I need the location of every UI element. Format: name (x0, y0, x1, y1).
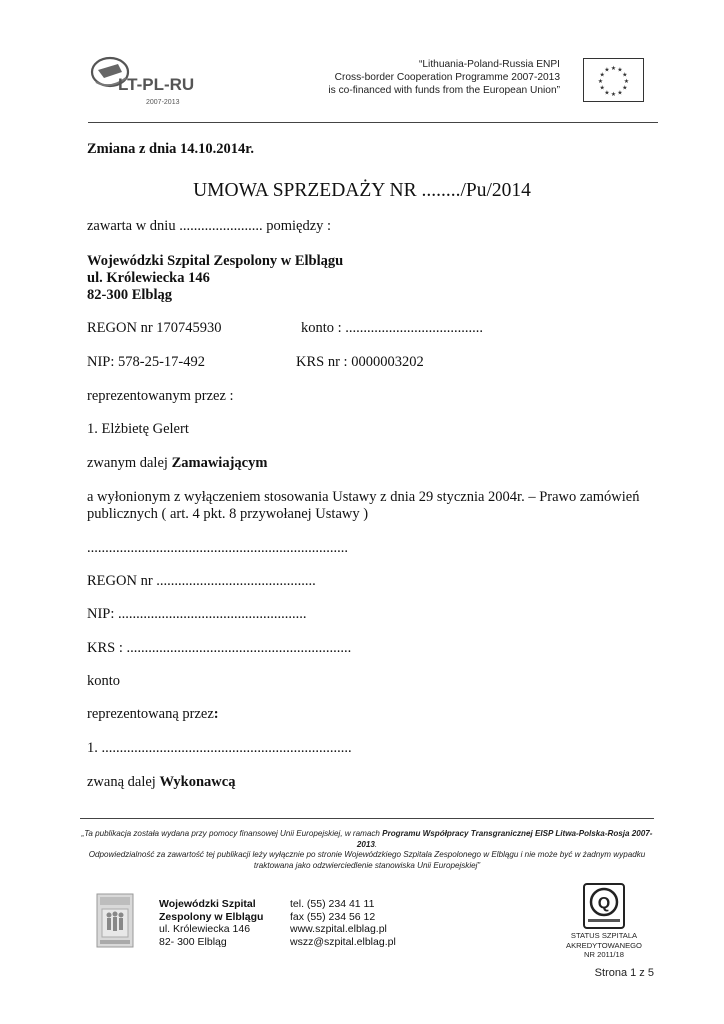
buyer-city: 82-300 Elbląg (87, 287, 172, 303)
called-prefix: zwanym dalej (87, 455, 172, 471)
contractor-called-line (87, 774, 235, 791)
disclaimer-prefix: „Ta publikacja została wydana przy pomocy finansowej Unii Europejskiej, w ramach (81, 829, 383, 838)
buyer-krs: KRS nr : 0000003202 (296, 354, 424, 370)
contractor-representative: 1. ..................................................................... (87, 740, 352, 756)
contractor-called-prefix: zwaną dalej (87, 774, 160, 790)
hospital-email: wszz@szpital.elblag.pl (290, 935, 396, 948)
called-role: Zamawiającym (171, 455, 268, 471)
buyer-street: ul. Królewiecka 146 (87, 270, 210, 286)
status-line-3: NR 2011/18 (584, 950, 624, 959)
hospital-fax: fax (55) 234 56 12 (290, 910, 376, 923)
disclaimer-programme: Programu Współpracy Transgranicznej EISP Litwa-Polska-Rosja 2007-2013 (356, 829, 653, 849)
buyer-regon: REGON nr 170745930 (87, 320, 222, 336)
change-note: Zmiana z dnia 14.10.2014r. (87, 141, 255, 157)
contractor-regon: REGON nr ............................................ (87, 573, 316, 589)
quality-certificate-icon (582, 882, 626, 930)
represented-by-label: reprezentowanym przez : (87, 388, 234, 404)
footer-divider (80, 818, 654, 819)
hospital-name-2: Zespolony w Elblągu (159, 910, 264, 923)
concluded-line: zawarta w dniu ....................... pomiędzy : (87, 218, 332, 234)
contractor-name-blank: ........................................................................ (87, 540, 348, 556)
eu-star-icon: ★ (599, 72, 605, 79)
lt-pl-ru-logo (88, 52, 200, 108)
buyer-nip: NIP: 578-25-17-492 (87, 354, 206, 370)
header-divider (88, 122, 658, 123)
eu-star-icon: ★ (610, 66, 617, 72)
buyer-representative: 1. Elżbietę Gelert (87, 421, 189, 437)
hospital-contact (290, 898, 396, 948)
eu-star-icon: ★ (623, 79, 630, 85)
eu-star-icon: ★ (617, 67, 623, 74)
logo-years: 2007-2013 (146, 99, 180, 106)
hospital-address (159, 898, 263, 948)
eu-star-icon: ★ (622, 85, 628, 92)
contractor-krs: KRS : .............................................................. (87, 640, 352, 656)
contractor-called-role: Wykonawcą (159, 774, 236, 790)
logo-text: LT-PL-RU (118, 75, 195, 94)
hospital-logo-icon (96, 893, 134, 948)
eu-star-icon: ★ (604, 90, 610, 97)
buyer-name: Wojewódzki Szpital Zespolony w Elblągu (87, 253, 344, 269)
document-title: UMOWA SPRZEDAŻY NR ......../Pu/2014 (193, 180, 531, 201)
eu-disclaimer (80, 829, 654, 871)
programme-line-1: “Lithuania-Poland-Russia ENPI (419, 59, 560, 70)
programme-line-3: is co-financed with funds from the European Union” (328, 85, 560, 96)
programme-statement (328, 58, 560, 97)
selection-text: a wyłonionym z wyłączeniem stosowania Ustawy z dnia 29 stycznia 2004r. – Prawo zamówień publicznych ( art. 4 pkt. 8 przywołanej Ustawy ) (87, 489, 640, 522)
hospital-name-1: Wojewódzki Szpital (159, 898, 256, 910)
eu-star-icon: ★ (597, 79, 604, 85)
disclaimer-line-2: Odpowiedzialność za zawartość tej publikacji leży wyłącznie po stronie Wojewódzkiego Szpitala Zespolonego w Elblągu i nie może być w żadnym wypadku traktowana jako odzwierciedlenie stanowiska Unii Europejskiej” (88, 850, 646, 870)
contractor-konto: konto (87, 673, 121, 689)
hospital-tel: tel. (55) 234 41 11 (290, 898, 375, 910)
represented-colon: : (213, 706, 219, 722)
eu-star-icon: ★ (617, 90, 623, 97)
programme-line-2: Cross-border Cooperation Programme 2007-2013 (334, 72, 560, 83)
quality-letter: Q (597, 895, 611, 912)
hospital-www: www.szpital.elblag.pl (290, 923, 387, 935)
status-line-2: AKREDYTOWANEGO (566, 940, 642, 950)
eu-star-icon: ★ (622, 72, 628, 79)
contractor-represented-label (87, 706, 219, 723)
represented-prefix: reprezentowaną przez (87, 706, 214, 722)
contractor-nip: NIP: .................................................... (87, 606, 307, 622)
disclaimer-suffix: . (374, 839, 378, 849)
eu-star-icon: ★ (604, 67, 610, 74)
page-number: Strona 1 z 5 (594, 967, 654, 979)
eu-star-icon: ★ (599, 85, 605, 92)
eu-flag-icon (583, 58, 644, 102)
buyer-called-line (87, 455, 267, 472)
accreditation-status (548, 931, 660, 960)
buyer-konto: konto : ...................................... (301, 320, 484, 336)
hospital-city: 82- 300 Elbląg (159, 935, 227, 948)
eu-star-icon: ★ (610, 92, 617, 98)
status-line-1: STATUS SZPITALA (570, 931, 638, 940)
hospital-street: ul. Królewiecka 146 (159, 923, 251, 935)
